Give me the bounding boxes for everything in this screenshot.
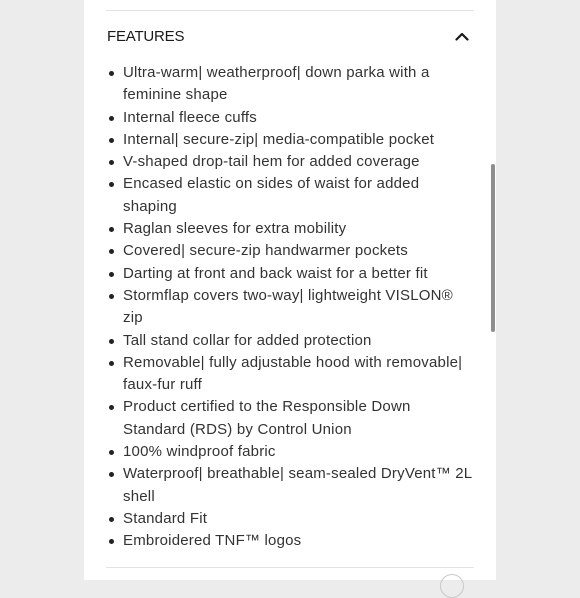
feature-list <box>84 62 473 553</box>
list-item: Standard Fit <box>123 508 473 530</box>
list-item: Internal| secure-zip| media-compatible pocket <box>123 129 473 151</box>
list-item: V-shaped drop-tail hem for added coverage <box>123 151 473 173</box>
features-panel <box>84 0 496 580</box>
list-item: Raglan sleeves for extra mobility <box>123 218 473 240</box>
scrollbar-thumb[interactable] <box>491 164 495 332</box>
partial-circle-button[interactable] <box>440 574 464 598</box>
chevron-up-icon[interactable] <box>452 26 472 46</box>
list-item: 100% windproof fabric <box>123 441 473 463</box>
top-divider <box>106 10 474 11</box>
list-item: Product certified to the Responsible Down Standard (RDS) by Control Union <box>123 396 473 441</box>
list-item: Ultra-warm| weatherproof| down parka with a feminine shape <box>123 62 473 107</box>
list-item: Embroidered TNF™ logos <box>123 530 473 552</box>
list-item: Darting at front and back waist for a better fit <box>123 263 473 285</box>
section-title: FEATURES <box>107 27 185 45</box>
list-item: Tall stand collar for added protection <box>123 330 473 352</box>
list-item: Encased elastic on sides of waist for added shaping <box>123 173 473 218</box>
list-item: Waterproof| breathable| seam-sealed DryVent™ 2L shell <box>123 463 473 508</box>
bottom-divider <box>106 567 474 568</box>
list-item: Stormflap covers two-way| lightweight VISLON® zip <box>123 285 473 330</box>
features-accordion-header[interactable] <box>107 24 474 48</box>
list-item: Removable| fully adjustable hood with removable| faux-fur ruff <box>123 352 473 397</box>
list-item: Covered| secure-zip handwarmer pockets <box>123 240 473 262</box>
list-item: Internal fleece cuffs <box>123 107 473 129</box>
